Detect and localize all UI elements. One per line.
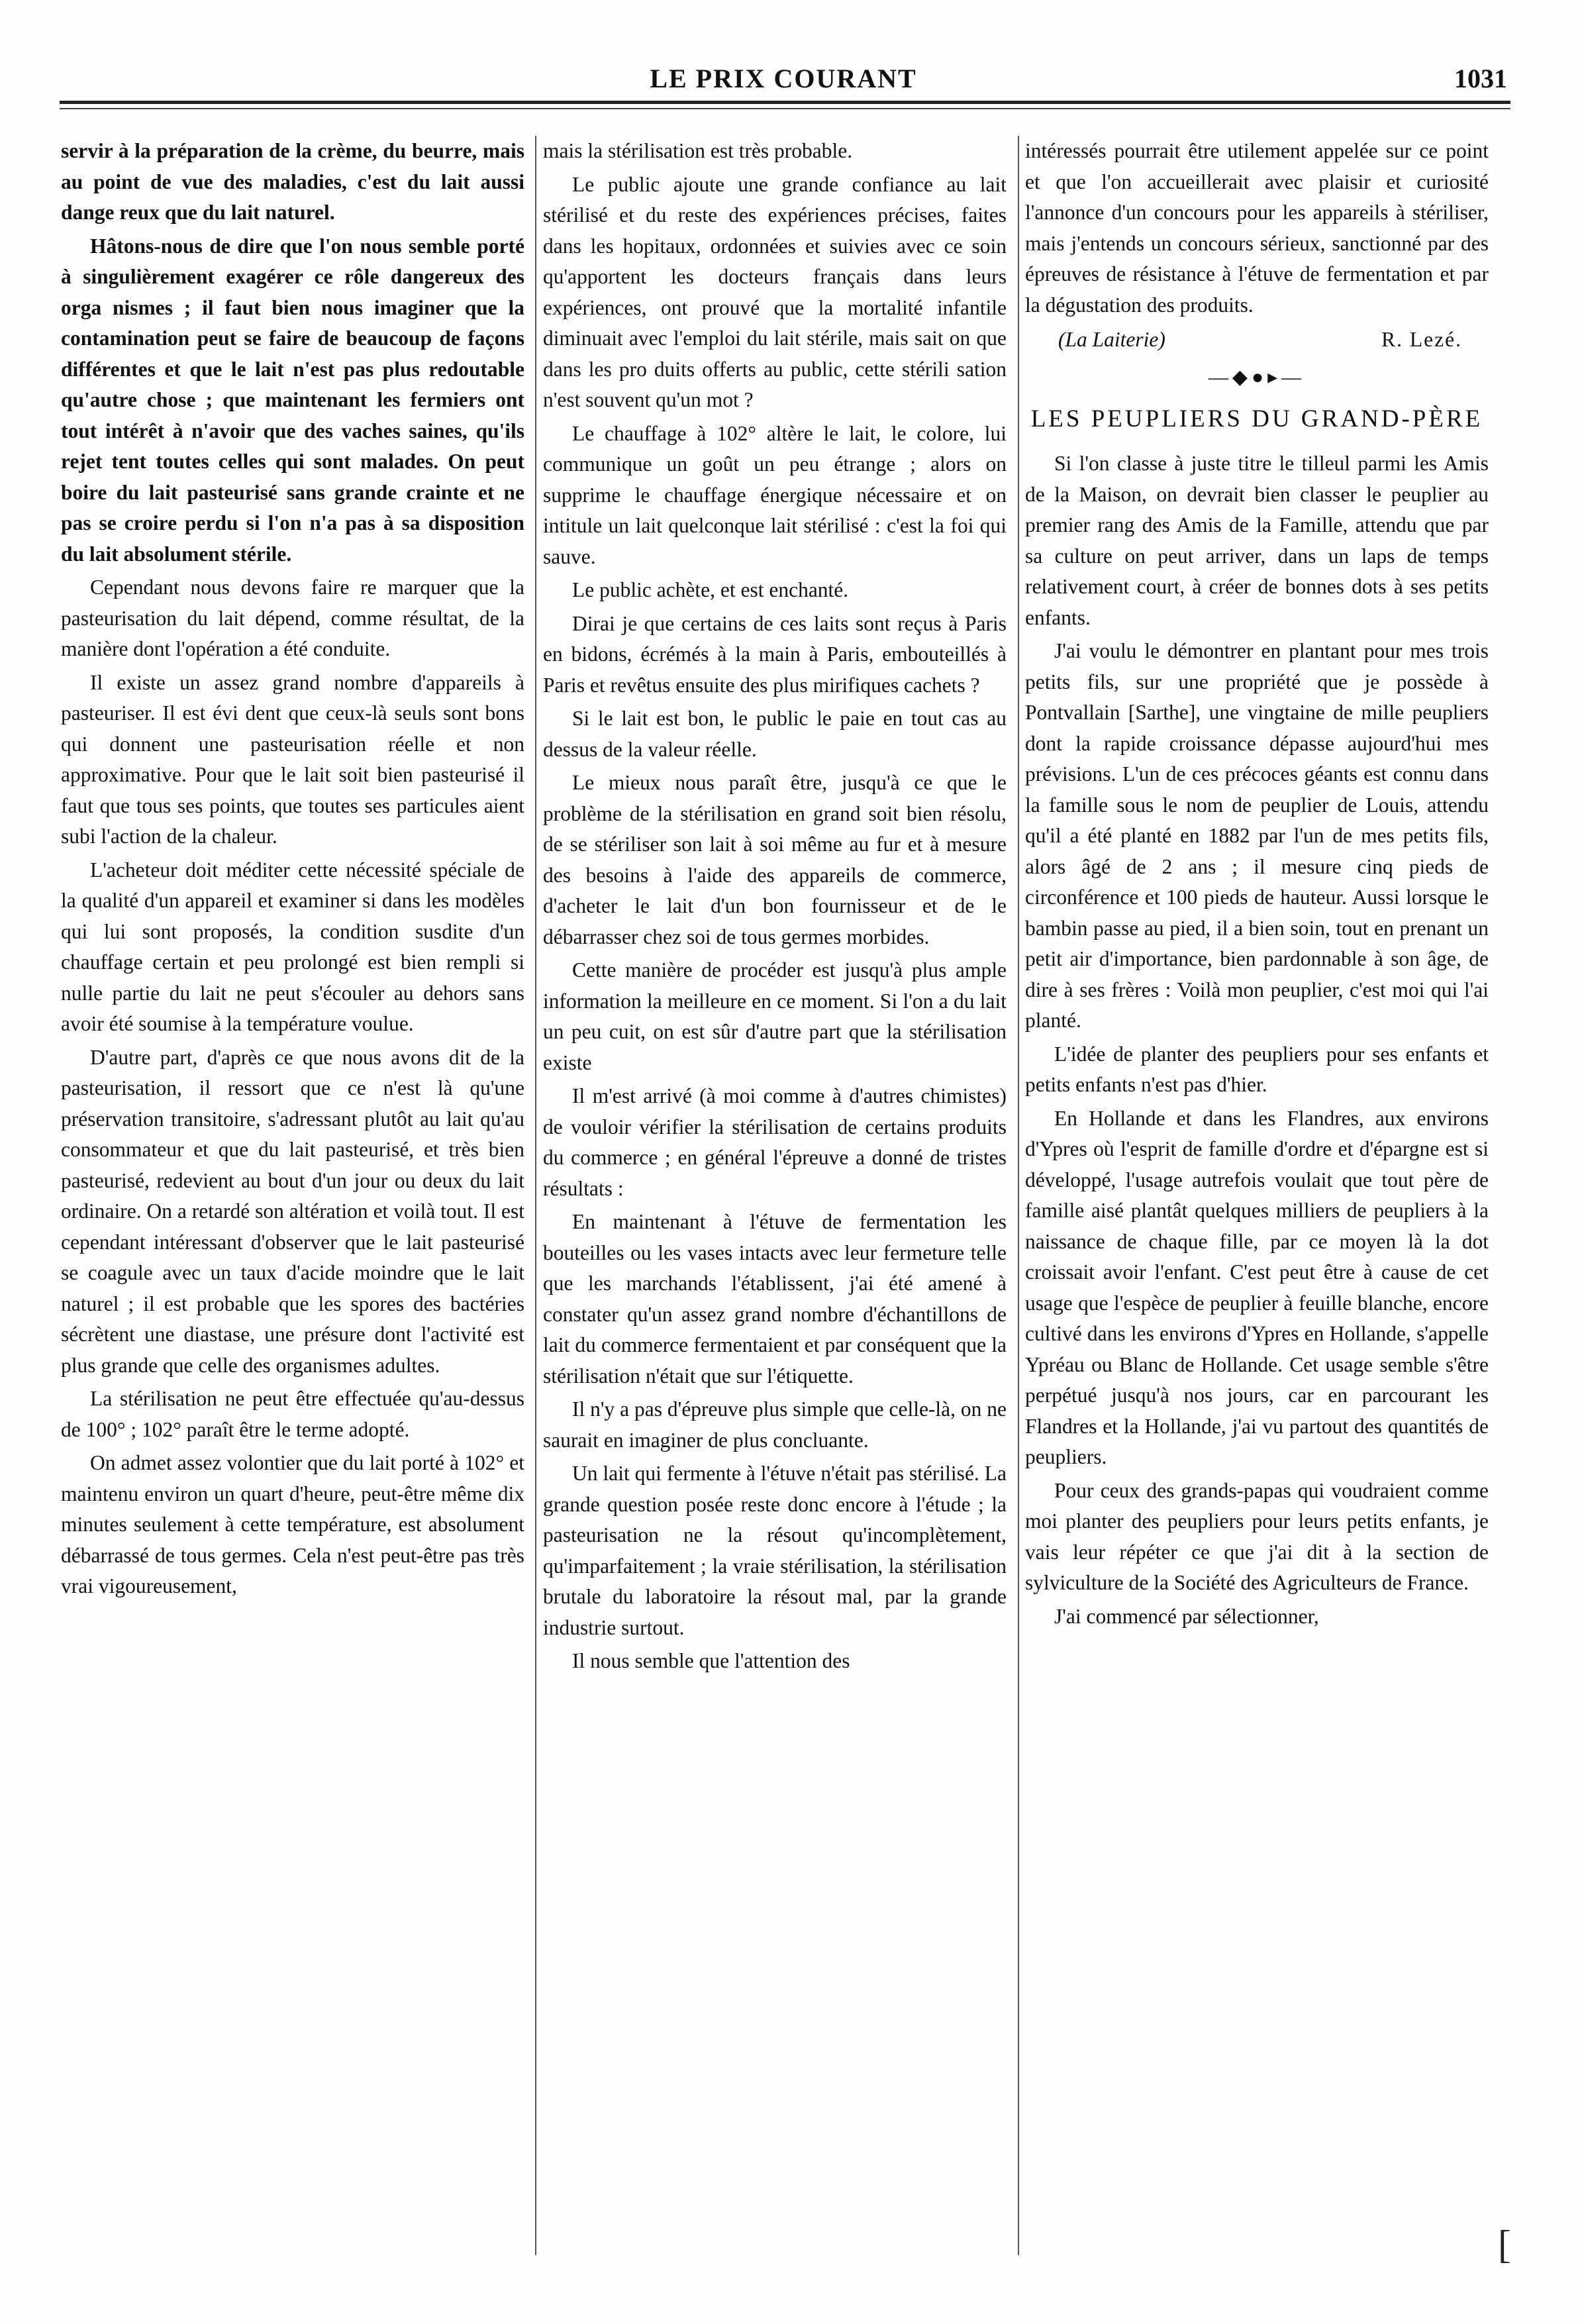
paragraph: Il m'est arrivé (à moi comme à d'autres chimistes) de vouloir vérifier la stérilisation de certains produits du commerce ; en général l'épreuve a donné de tristes résultats : (543, 1084, 1007, 1200)
header-rule-thin (60, 108, 1510, 109)
paragraph: Si l'on classe à juste titre le tilleul parmi les Amis de la Maison, on devrait bien classer le peuplier au premier rang des Amis de la Famille, attendu que par sa culture on peut arriver, dans un laps de temps relativement court, à créer de bonnes dots à ses petits enfants. (1025, 452, 1489, 629)
paragraph: La stérilisation ne peut être effectuée qu'au-dessus de 100° ; 102° paraît être le terme adopté. (61, 1387, 524, 1441)
paragraph: En Hollande et dans les Flandres, aux environs d'Ypres où l'esprit de famille d'ordre et d'épargne est si développé, l'usage autrefois voulait que tout père de famille aisé plantât quelques milliers de peupliers à la naissance de chaque fille, par ce moyen là la dot croissait avoir l'enfant. C'est peut être à cause de cet usage que l'espèce de peuplier à feuille blanche, encore cultivé dans les environs d'Ypres en Hollande, s'appelle Ypréau ou Blanc de Hollande. Cet usage semble s'être perpétué jusqu'à nos jours, car en parcourant les Flandres et la Hollande, j'ai vu partout des quantités de peupliers. (1025, 1106, 1489, 1468)
paragraph: Le public ajoute une grande confiance au lait stérilisé et du reste des expériences précises, faites dans les hopitaux, ordonnées et suivies avec ce soin qu'apportent les docteurs français dans leurs expériences, ont prouvé que la mortalité infantile diminuait avec l'emploi du lait stérile, mais sait on que dans les pro duits offerts au public, cette stérili sation n'est souvent qu'un mot ? (543, 172, 1007, 411)
paragraph: Dirai je que certains de ces laits sont reçus à Paris en bidons, écrémés à la main à Paris, embouteillés à Paris et revêtus ensuite des plus mirifiques cachets ? (543, 611, 1007, 697)
page-number: 1031 (1454, 64, 1507, 93)
signature-source: (La Laiterie) (1058, 328, 1165, 351)
paragraph: Il n'y a pas d'épreuve plus simple que celle-là, on ne saurait en imaginer de plus concluante. (543, 1397, 1007, 1452)
column-1 (61, 136, 524, 2288)
article-title: LES PEUPLIERS DU GRAND-PÈRE (1030, 405, 1483, 432)
article-signature (1025, 325, 1489, 356)
paragraph: Cette manière de procéder est jusqu'à plus ample information la meilleure en ce moment. Si l'on a du lait un peu cuit, on est sûr d'autre part que la stérilisation existe (543, 958, 1007, 1074)
column-separator (1018, 136, 1019, 2255)
column-separator (535, 136, 536, 2255)
publication-title: LE PRIX COURANT (650, 64, 917, 93)
paragraph: L'idée de planter des peupliers pour ses enfants et petits enfants n'est pas d'hier. (1025, 1042, 1489, 1096)
paragraph: J'ai commencé par sélectionner, (1054, 1604, 1319, 1628)
column-2 (543, 136, 1007, 2288)
paragraph: Le public achète, et est enchanté. (572, 578, 849, 601)
paragraph: Si le lait est bon, le public le paie en tout cas au dessus de la valeur réelle. (543, 707, 1007, 761)
paragraph: Un lait qui fermente à l'étuve n'était pas stérilisé. La grande question posée reste donc encore à l'étude ; la pasteurisation ne la résout qu'incomplètement, qu'imparfaitement ; la vraie stérilisation, la stérilisation brutale du laboratoire la résout mal, par la grande industrie surtout. (543, 1462, 1007, 1639)
column-3 (1025, 136, 1489, 2288)
paragraph: Cependant nous devons faire re marquer que la pasteurisation du lait dépend, comme résultat, de la manière dont l'opération a été conduite. (61, 576, 524, 660)
paragraph: Il nous semble que l'attention des (572, 1649, 850, 1672)
header-rule-thick (60, 101, 1510, 104)
paragraph: Hâtons-nous de dire que l'on nous semble porté à singulièrement exagérer ce rôle dangereux des orga nismes ; il faut bien nous imaginer que la contamination peut se faire de beaucoup de façons différentes et que le lait n'est pas plus redoutable qu'autre chose ; que maintenant les fermiers ont tout intérêt à n'avoir que des vaches saines, qu'ils rejet tent toutes celles qui sont malades. On peut boire du lait pasteurisé sans grande crainte et ne pas se croire perdu si l'on n'a pas à sa disposition du lait absolument stérile. (61, 234, 524, 566)
paragraph: servir à la préparation de la crème, du beurre, mais au point de vue des maladies, c'est du lait aussi dange reux que du lait naturel. (61, 139, 524, 224)
paragraph: J'ai voulu le démontrer en plantant pour mes trois petits fils, sur une propriété que je possède à Pontvallain [Sarthe], une vingtaine de mille peupliers dont la rapide croissance dépasse aujourd'hui mes prévisions. L'un de ces précoces géants est connu dans la famille sous le nom de peuplier de Louis, attendu qu'il a été planté en 1882 par l'un de mes petits fils, alors âgé de 2 ans ; il mesure cinq pieds de circonférence et 100 pieds de hauteur. Aussi lorsque le bambin passe au pied, il a bien soin, tout en prenant un petit air d'importance, bien pardonnable à son âge, de dire à ses frères : Voilà mon peuplier, c'est moi qui l'ai planté. (1025, 639, 1489, 1032)
paragraph: Il existe un assez grand nombre d'appareils à pasteuriser. Il est évi dent que ceux-là seuls sont bons qui donnent une pasteurisation réelle et non approximative. Pour que le lait soit bien pasteurisé il faut que tous ses points, que toutes ses particules aient subi l'action de la chaleur. (61, 670, 524, 848)
paragraph: intéressés pourrait être utilement appelée sur ce point et que l'on accueillerait avec plaisir et curiosité l'annonce d'un concours pour les appareils à stériliser, mais j'entends un concours sérieux, sanctionné par des épreuves de résistance à l'étuve de fermentation et par la dégustation des produits. (1025, 139, 1489, 317)
bracket-mark: [ (1498, 2223, 1511, 2266)
paragraph: On admet assez volontier que du lait porté à 102° et maintenu environ un quart d'heure, peut-être même dix minutes seulement à cette température, est absolument débarrassé de tous germes. Cela n'est peut-être pas très vrai vigoureusement, (61, 1451, 524, 1597)
paragraph: Le mieux nous paraît être, jusqu'à ce que le problème de la stérilisation en grand soit bien résolu, de se stériliser son lait à soi même au fur et à mesure des besoins à l'aide des appareils de commerce, d'acheter le lait d'un bon fournisseur et de le débarrasser chez soi de tous germes morbides. (543, 771, 1007, 948)
paragraph: mais la stérilisation est très probable. (543, 139, 853, 162)
section-ornament: —◆●▸— (1208, 366, 1306, 388)
paragraph: En maintenant à l'étuve de fermentation les bouteilles ou les vases intacts avec leur fermeture telle que les marchands l'établissent, j'ai été amené à constater qu'un assez grand nombre d'échantillons de lait du commerce fermentaient et par conséquent que la stérilisation n'était que sur l'étiquette. (543, 1210, 1007, 1388)
paragraph: Le chauffage à 102° altère le lait, le colore, lui communique un goût un peu étrange ; alors on supprime le chauffage énergique nécessaire et on intitule un lait quelconque lait stérilisé : c'est la foi qui sauve. (543, 421, 1007, 568)
paragraph: Pour ceux des grands-papas qui voudraient comme moi planter des peupliers pour leurs petits enfants, je vais leur répéter ce que j'ai dit à la section de sylviculture de la Société des Agriculteurs de France. (1025, 1478, 1489, 1594)
running-head (60, 63, 1507, 103)
signature-author: R. Lezé. (1381, 328, 1462, 351)
paragraph: D'autre part, d'après ce que nous avons dit de la pasteurisation, il ressort que ce n'est là qu'une préservation transitoire, s'adressant plutôt au lait qu'au consommateur et que du lait pasteurisé, et très bien pasteurisé, redevient au bout d'un jour ou deux du lait ordinaire. On a retardé son altération et voilà tout. Il est cependant intéressant d'observer que le lait pasteurisé se coagule avec un taux d'acide moindre que le lait naturel ; il est probable que les spores des bactéries sécrètent une diastase, une présure dont l'activité est plus grande que celle des organismes adultes. (61, 1045, 524, 1377)
paragraph: L'acheteur doit méditer cette nécessité spéciale de la qualité d'un appareil et examiner si dans les modèles qui lui sont proposés, la condition susdite d'un chauffage certain et peu prolongé est bien rempli si nulle partie du lait ne peut s'écouler au dehors sans avoir été soumise à la température voulue. (61, 858, 524, 1035)
